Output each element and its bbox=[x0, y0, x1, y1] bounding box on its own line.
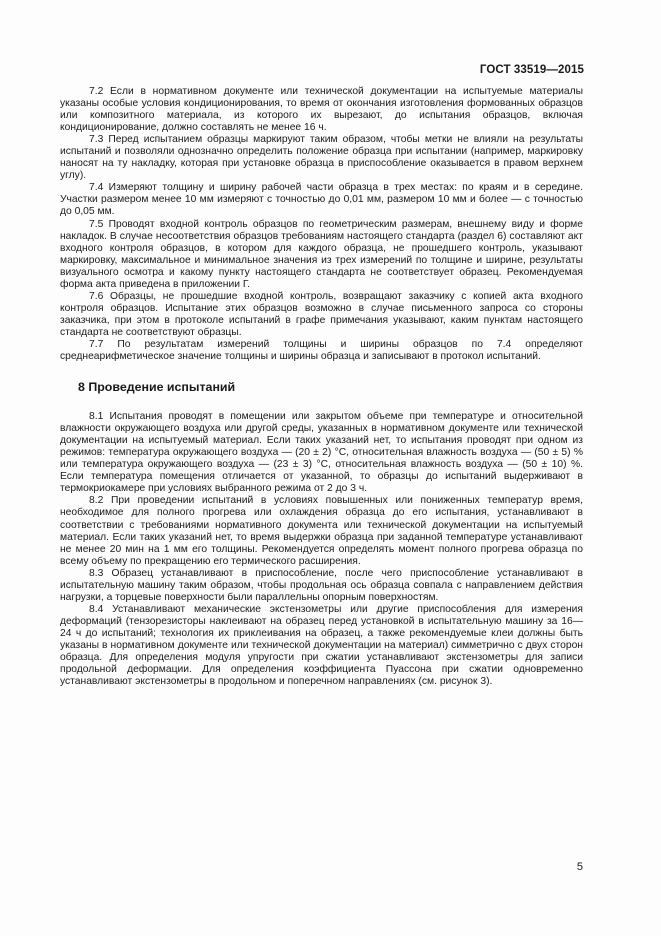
paragraph-7-6: 7.6 Образцы, не прошедшие входной контроль, возвращают заказчику с копией акта входного контроля образцов. Испытание этих образцов возможно в случае письменного запроса со стороны заказчика, при этом в протоколе испытаний в графе примечания указывают, каким пунктам настоящего стандарта не соответствуют образцы. bbox=[60, 290, 583, 338]
page-body bbox=[60, 86, 583, 688]
paragraph-7-3: 7.3 Перед испытанием образцы маркируют таким образом, чтобы метки не влияли на результаты испытаний и позволяли однозначно определить положение образца при испытании (например, маркировку наносят на ту накладку, которая при установке образца в приспособление оказывается в правом верхнем углу). bbox=[60, 134, 583, 182]
paragraph-7-2: 7.2 Если в нормативном документе или технической документации на испытуемые материалы указаны особые условия кондиционирования, то время от окончания изготовления формованных образцов или композитного материала, из которого их вырезают, до испытания образцов, включая кондиционирование, должно составлять не менее 16 ч. bbox=[60, 86, 583, 134]
paragraph-8-2: 8.2 При проведении испытаний в условиях повышенных или пониженных температур время, необходимое для полного прогрева или охлаждения образца до его испытания, устанавливают в соответствии с требованиями нормативного документа или технической документации на испытуемый материал. Если таких указаний нет, то время выдержки образца при заданной температуре устанавливают не менее 20 мин на 1 мм его толщины. Рекомендуется определять момент полного прогрева образца по всему объему по прекращению его термического расширения. bbox=[60, 495, 583, 567]
section-8-title: 8 Проведение испытаний bbox=[78, 380, 236, 395]
paragraph-7-7: 7.7 По результатам измерений толщины и ширины образцов по 7.4 определяют среднеарифметическое значение толщины и ширины образца и записывают в протокол испытаний. bbox=[60, 338, 583, 363]
paragraph-8-4: 8.4 Устанавливают механические экстензометры или другие приспособления для измерения деформаций (тензорезисторы наклеивают на образец перед установкой в испытательную машину за 16—24 ч до испытаний; технология их приклеивания на образец, а также рекомендуемые клеи должны быть указаны в нормативном документе или технической документации на материал) симметрично с двух сторон образца. Для определения модуля упругости при сжатии устанавливают экстензометры для записи продольной деформации. Для определения коэффициента Пуассона при сжатии одновременно устанавливают экстензометры в продольном и поперечном направлениях (см. рисунок 3). bbox=[60, 603, 583, 688]
page-number: 5 bbox=[576, 861, 583, 873]
paragraph-7-5: 7.5 Проводят входной контроль образцов по геометрическим размерам, внешнему виду и форме накладок. В случае несоответствия образцов требованиям настоящего стандарта (раздел 6) составляют акт входного контроля образцов, в котором для каждого образца, не прошедшего контроль, указывают маркировку, максимальное и минимальное значения из трех измерений по толщине и ширине, результаты визуального осмотра и какому пункту настоящего стандарта не соответствует образец. Рекомендуемая форма акта приведена в приложении Г. bbox=[60, 218, 583, 290]
paragraph-7-4: 7.4 Измеряют толщину и ширину рабочей части образца в трех местах: по краям и в середине. Участки размером менее 10 мм измеряют с точностью до 0,01 мм, размером 10 мм и более — с точностью до 0,05 мм. bbox=[60, 182, 583, 218]
paragraph-8-3: 8.3 Образец устанавливают в приспособление, после чего приспособление устанавливают в испытательную машину таким образом, чтобы продольная ось образца совпала с направлением действия нагрузки, а торцевые поверхности были параллельны опорным поверхностям. bbox=[60, 567, 583, 603]
paragraph-8-1: 8.1 Испытания проводят в помещении или закрытом объеме при температуре и относительной влажности окружающего воздуха или другой среды, указанных в нормативном документе или технической документации на испытуемый материал. Если таких указаний нет, то испытания проводят при одном из режимов: температура окружающего воздуха — (20 ± 2) °С, относительная влажность воздуха — (50 ± 5) % или температура окружающего воздуха — (23 ± 3) °С, относительная влажность воздуха — (50 ± 10) %. Если температура помещения отличается от указанной, то образцы до испытаний выдерживают в термокриокамере при условиях выбранного режима от 2 до 3 ч. bbox=[60, 411, 583, 495]
document-code-header: ГОСТ 33519—2015 bbox=[479, 64, 584, 76]
